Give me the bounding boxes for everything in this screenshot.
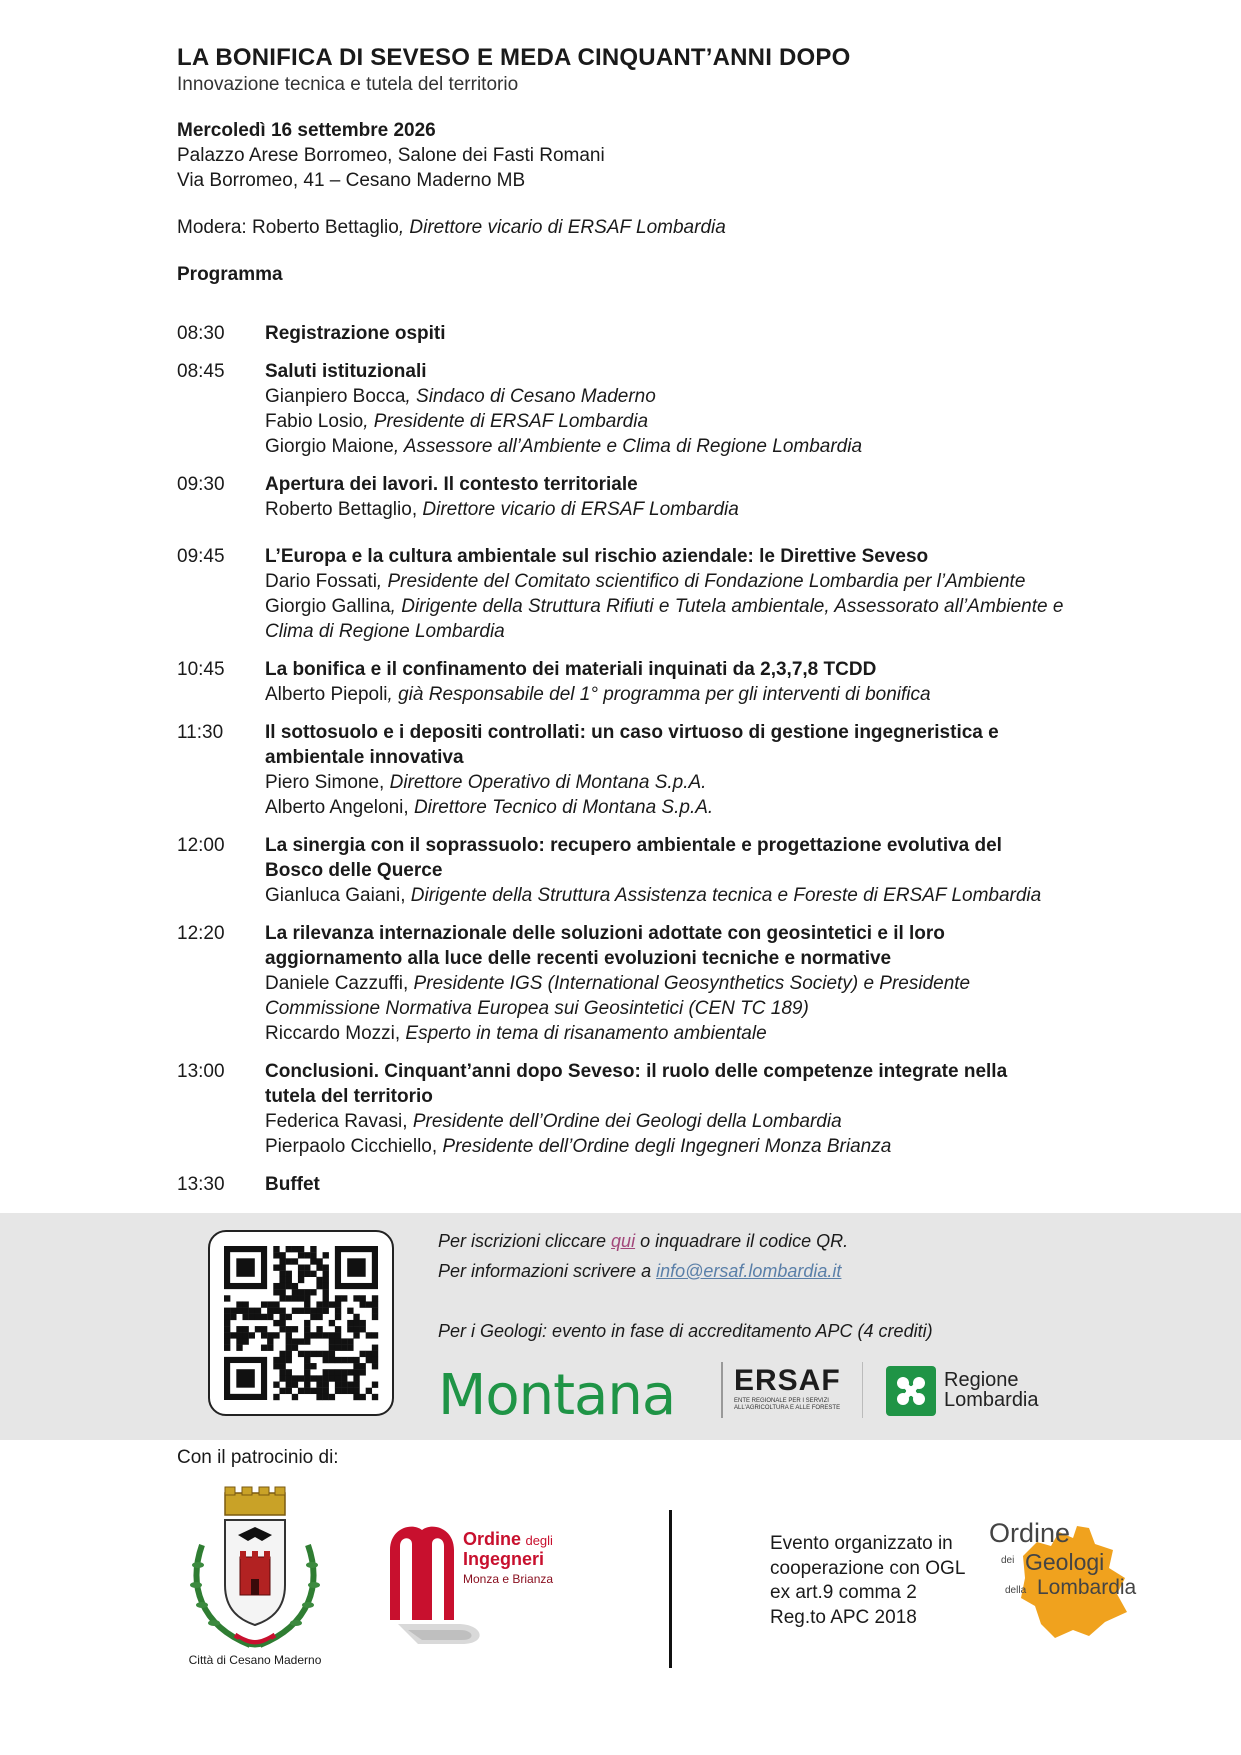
- program-speaker: [265, 682, 1137, 707]
- program-item: [177, 359, 1137, 459]
- program-speaker: [265, 409, 1137, 434]
- program-speaker: [265, 883, 1137, 908]
- registration-text: Per iscrizioni cliccare: [438, 1231, 612, 1251]
- montana-logo: Montana: [438, 1368, 676, 1418]
- program-speaker: [265, 594, 1137, 619]
- cooperation-note: [770, 1532, 990, 1630]
- program-heading: Programma: [177, 264, 283, 285]
- speaker-role: Presidente dell’Ordine dei Geologi della Lombardia: [407, 1111, 842, 1132]
- ordine-ingegneri-logo: [388, 1520, 568, 1645]
- program-speaker: [265, 384, 1137, 409]
- program-title: Conclusioni. Cinquant’anni dopo Seveso: il ruolo delle competenze integrate nella: [265, 1061, 1008, 1082]
- program-speaker: [265, 434, 1137, 459]
- program-body: [265, 1059, 1137, 1159]
- program-speaker: [265, 971, 1137, 996]
- program-item: [177, 921, 1137, 1046]
- speaker-role: Direttore Operativo di Montana S.p.A.: [384, 772, 707, 793]
- program-body: [265, 472, 1137, 522]
- program-item: [177, 657, 1137, 707]
- program-list: [177, 321, 1137, 1197]
- program-speaker: [265, 996, 1137, 1021]
- program-title: La rilevanza internazionale delle soluzioni adottate con geosintetici e il loro: [265, 923, 945, 944]
- program-title: Buffet: [265, 1174, 320, 1195]
- program-time: 10:45: [177, 659, 225, 680]
- cesano-maderno-crest: [180, 1485, 330, 1675]
- program-body: [265, 657, 1137, 707]
- program-body: [265, 359, 1137, 459]
- program-time: 08:45: [177, 361, 225, 382]
- ordine-ingegneri-text: [463, 1530, 553, 1588]
- program-time: 13:30: [177, 1174, 225, 1195]
- event-address: Via Borromeo, 41 – Cesano Maderno MB: [177, 170, 526, 191]
- speaker-role: Esperto in tema di risanamento ambientale: [400, 1023, 767, 1044]
- program-title: aggiornamento alla luce delle recenti evoluzioni tecniche e normative: [265, 948, 892, 969]
- speaker-name: Pierpaolo Cicchiello,: [265, 1136, 438, 1157]
- program-title: tutela del territorio: [265, 1086, 433, 1107]
- speaker-role: Direttore Tecnico di Montana S.p.A.: [408, 797, 714, 818]
- speaker-role: Clima di Regione Lombardia: [265, 621, 505, 642]
- footer-divider: [669, 1510, 672, 1668]
- program-speaker: [265, 1134, 1137, 1159]
- patronage-label: Con il patrocinio di:: [177, 1447, 339, 1468]
- program-body: [265, 544, 1137, 644]
- registration-line: [438, 1226, 1158, 1256]
- speaker-role: , Assessore all’Ambiente e Clima di Regione Lombardia: [393, 436, 863, 457]
- program-item: [177, 1059, 1137, 1159]
- event-title: LA BONIFICA DI SEVESO E MEDA CINQUANT’ANNI DOPO: [177, 44, 851, 71]
- speaker-name: Gianpiero Bocca: [265, 386, 406, 407]
- program-title: L’Europa e la cultura ambientale sul rischio aziendale: le Direttive Seveso: [265, 546, 929, 567]
- program-body: [265, 921, 1137, 1046]
- speaker-role: Direttore vicario di ERSAF Lombardia: [417, 499, 739, 520]
- moderator: [177, 215, 1137, 240]
- program-time: 09:30: [177, 474, 225, 495]
- program-item: [177, 544, 1137, 644]
- info-line: [438, 1256, 1158, 1286]
- info-text: Per informazioni scrivere a: [438, 1261, 657, 1281]
- program-time: 08:30: [177, 323, 225, 344]
- geologi-dei: dei: [1001, 1555, 1015, 1566]
- speaker-name: Alberto Angeloni,: [265, 797, 409, 818]
- program-item: [177, 1172, 1137, 1197]
- program-title: La sinergia con il soprassuolo: recupero ambientale e progettazione evolutiva del: [265, 835, 1002, 856]
- program-speaker: [265, 569, 1137, 594]
- speaker-role: Presidente dell’Ordine degli Ingegneri Monza Brianza: [437, 1136, 892, 1157]
- speaker-role: Dirigente della Struttura Assistenza tecnica e Foreste di ERSAF Lombardia: [405, 885, 1042, 906]
- moderator-role: , Direttore vicario di ERSAF Lombardia: [398, 217, 726, 238]
- regione-lombardia-logo: [944, 1370, 1039, 1410]
- geologi-credits: Per i Geologi: evento in fase di accreditamento APC (4 crediti): [438, 1321, 933, 1341]
- speaker-name: Giorgio Maione: [265, 436, 394, 457]
- speaker-name: Daniele Cazzuffi,: [265, 973, 409, 994]
- regione-line-2: Lombardia: [944, 1389, 1039, 1411]
- program-item: [177, 720, 1137, 820]
- speaker-name: Fabio Losio: [265, 411, 364, 432]
- email-link[interactable]: info@ersaf.lombardia.it: [656, 1261, 842, 1281]
- speaker-role: , Presidente del Comitato scientifico di Fondazione Lombardia per l’Ambiente: [376, 571, 1026, 592]
- program-speaker: [265, 497, 1137, 522]
- ordine-ing-line-1: Ordine: [463, 1529, 522, 1549]
- qr-code[interactable]: [208, 1230, 394, 1416]
- program-body: [265, 720, 1137, 820]
- program-time: 11:30: [177, 722, 224, 743]
- speaker-name: Piero Simone,: [265, 772, 385, 793]
- ordine-geologi-logo: [985, 1512, 1155, 1647]
- program-title: Registrazione ospiti: [265, 323, 446, 344]
- geologi-line-3: Lombardia: [1037, 1576, 1137, 1599]
- program-item: [177, 321, 1137, 346]
- event-subtitle: Innovazione tecnica e tutela del territorio: [177, 74, 519, 95]
- cesano-maderno-caption: Città di Cesano Maderno: [188, 1653, 322, 1667]
- speaker-role: Presidente IGS (International Geosynthetics Society) e Presidente: [408, 973, 971, 994]
- speaker-name: Roberto Bettaglio,: [265, 499, 418, 520]
- registration-link[interactable]: qui: [611, 1231, 636, 1251]
- program-speaker: [265, 1109, 1137, 1134]
- speaker-name: Federica Ravasi,: [265, 1111, 408, 1132]
- program-body: [265, 321, 1137, 346]
- header: [177, 42, 1137, 287]
- program-time: 09:45: [177, 546, 225, 567]
- regione-line-1: Regione: [944, 1369, 1019, 1391]
- ersaf-subtitle-2: ALL'AGRICOLTURA E ALLE FORESTE: [734, 1405, 841, 1411]
- qr-code-graphic: [210, 1232, 392, 1414]
- sponsor-logos: [438, 1362, 1158, 1418]
- logo-divider-2: [862, 1362, 863, 1418]
- program-time: 12:00: [177, 835, 225, 856]
- program-speaker: [265, 619, 1137, 644]
- cooperation-line-1: Evento organizzato in: [770, 1533, 953, 1554]
- ersaf-logo: [734, 1364, 841, 1412]
- geologi-line-2: Geologi: [1025, 1549, 1105, 1575]
- program-title: La bonifica e il confinamento dei materiali inquinati da 2,3,7,8 TCDD: [265, 659, 877, 680]
- program-speaker: [265, 770, 1137, 795]
- program-speaker: [265, 795, 1137, 820]
- speaker-role: , Dirigente della Struttura Rifiuti e Tutela ambientale, Assessorato all’Ambiente e: [390, 596, 1064, 617]
- cooperation-line-2: cooperazione con OGL: [770, 1557, 966, 1579]
- event-date: Mercoledì 16 settembre 2026: [177, 120, 436, 141]
- registration-info: [438, 1226, 1158, 1346]
- program-title: Bosco delle Querce: [265, 860, 443, 881]
- ordine-ing-degli: degli: [525, 1533, 553, 1548]
- speaker-role: , Presidente di ERSAF Lombardia: [363, 411, 649, 432]
- ordine-ing-line-2: Ingegneri: [463, 1549, 545, 1569]
- logo-divider: [721, 1362, 723, 1418]
- ersaf-subtitle-1: ENTE REGIONALE PER I SERVIZI: [734, 1398, 829, 1404]
- program-title: Apertura dei lavori. Il contesto territoriale: [265, 474, 638, 495]
- speaker-name: Riccardo Mozzi,: [265, 1023, 401, 1044]
- ordine-ing-line-3: Monza e Brianza: [463, 1572, 554, 1586]
- speaker-role: , Sindaco di Cesano Maderno: [405, 386, 656, 407]
- program-speaker: [265, 1021, 1137, 1046]
- program-item: [177, 833, 1137, 908]
- cooperation-line-3: ex art.9 comma 2: [770, 1582, 917, 1603]
- program-time: 13:00: [177, 1061, 225, 1082]
- speaker-role: Commissione Normativa Europea sui Geosintetici (CEN TC 189): [265, 998, 809, 1019]
- program-item: [177, 472, 1137, 522]
- event-venue: Palazzo Arese Borromeo, Salone dei Fasti Romani: [177, 145, 605, 166]
- program-body: [265, 1172, 1137, 1197]
- ersaf-name: ERSAF: [734, 1364, 841, 1397]
- moderator-name: Roberto Bettaglio: [251, 217, 399, 238]
- registration-text-end: o inquadrare il codice QR.: [635, 1231, 849, 1251]
- moderator-label: Modera:: [177, 217, 252, 238]
- program-time: 12:20: [177, 923, 225, 944]
- cooperation-line-4: Reg.to APC 2018: [770, 1606, 917, 1628]
- speaker-name: Dario Fossati: [265, 571, 377, 592]
- program-title: Il sottosuolo e i depositi controllati: un caso virtuoso di gestione ingegneristica e: [265, 722, 999, 743]
- geologi-della: della: [1005, 1585, 1027, 1596]
- program-title: ambientale innovativa: [265, 747, 464, 768]
- speaker-name: Alberto Piepoli: [265, 684, 388, 705]
- program-title: Saluti istituzionali: [265, 361, 427, 382]
- speaker-name: Gianluca Gaiani,: [265, 885, 406, 906]
- speaker-name: Giorgio Gallina: [265, 596, 391, 617]
- program-body: [265, 833, 1137, 908]
- geologi-line-1: Ordine: [989, 1518, 1071, 1548]
- regione-lombardia-icon: [886, 1366, 936, 1416]
- speaker-role: , già Responsabile del 1° programma per gli interventi di bonifica: [387, 684, 931, 705]
